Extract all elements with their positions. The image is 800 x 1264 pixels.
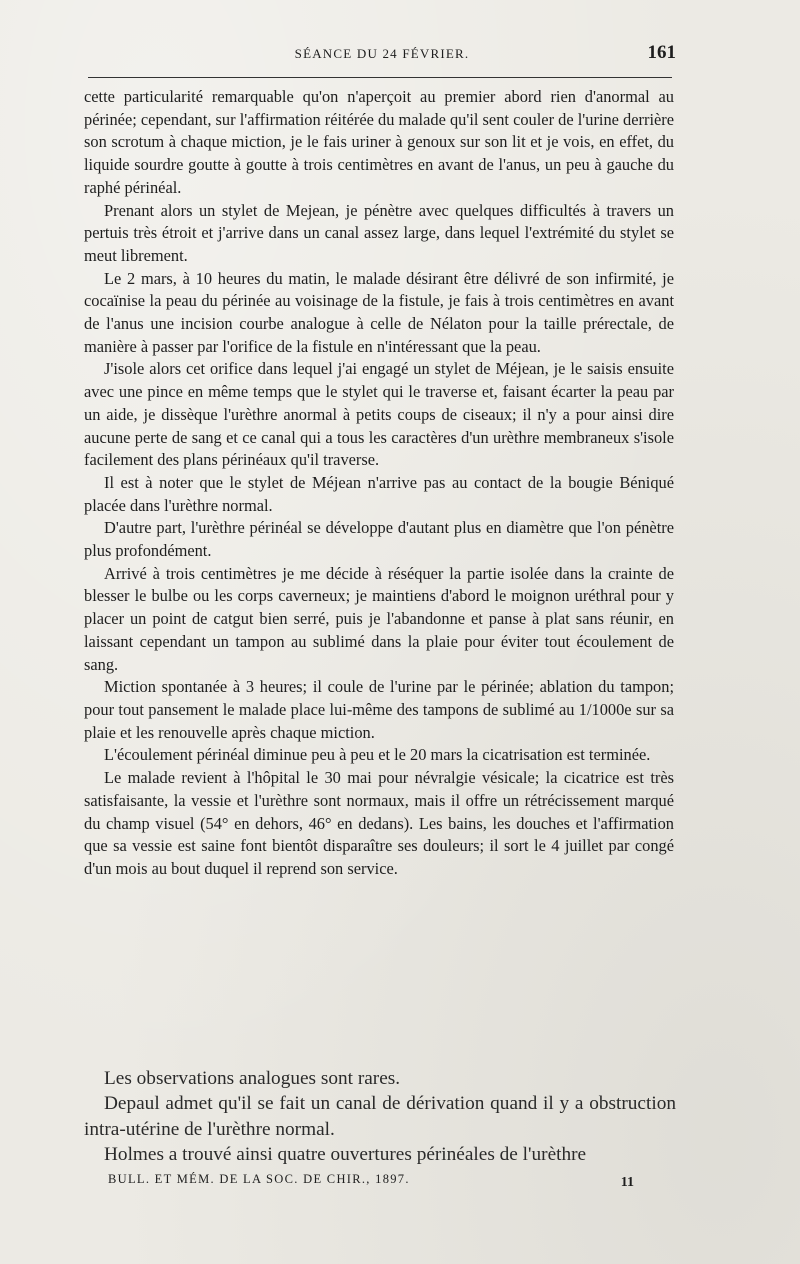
signature-mark: 11 [620,1175,634,1190]
discussion-text [84,1066,676,1167]
body-paragraph: L'écoulement périnéal diminue peu à peu et le 20 mars la cicatrisation est terminée. [104,745,651,765]
page-footer [108,1172,648,1194]
running-title: SÉANCE DU 24 FÉVRIER. [294,46,470,61]
main-paragraph: Depaul admet qu'il se fait un canal de dérivation quand il y a obstruction intra-utérine de l'urèthre normal. [84,1093,676,1140]
body-paragraph: Le 2 mars, à 10 heures du matin, le malade désirant être délivré de son infirmité, je cocaïnise la peau du périnée au voisinage de la fistule, je fais à trois centimètres en avant de l'anus une incision courbe analogue à celle de Nélaton pour la taille prérectale, de manière à passer par l'orifice de la fistule en n'intéressant que la peau. [84,268,674,356]
body-paragraph: D'autre part, l'urèthre périnéal se développe d'autant plus en diamètre que l'on pénètre plus profondément. [84,518,674,561]
observation-text [84,86,674,881]
body-paragraph: Arrivé à trois centimètres je me décide à réséquer la partie isolée dans la crainte de blesser le bulbe ou les corps caverneux; je maintiens d'abord le moignon uréthral pour y placer un point de catgut bien serré, puis je l'abandonne et panse à plat sans réunir, en laissant cependant un tampon au sublimé dans la plaie pour éviter tout écoulement de sang. [84,563,674,674]
page-header [88,42,676,72]
body-paragraph: J'isole alors cet orifice dans lequel j'ai engagé un stylet de Méjean, je le saisis ensuite avec une pince en même temps que le stylet qui le traverse et, faisant écarter la peau par un aide, je dissèque l'urèthre anormal à petits coups de ciseaux; il n'y a pour ainsi dire aucune perte de sang et ce canal qui a tous les caractères d'un urèthre membraneux s'isole facilement des plans périnéaux qu'il traverse. [84,359,674,470]
header-rule [88,77,672,78]
body-paragraph: cette particularité remarquable qu'on n'aperçoit au premier abord rien d'anormal au périnée; cependant, sur l'affirmation réitérée du malade qu'il sent couler de l'urine derrière son scrotum à chaque miction, je le fais uriner à genoux sur son lit et je vois, en effet, du liquide sourdre goutte à goutte à trois centimètres en avant de l'anus, un peu à gauche du raphé périnéal. [84,87,674,197]
journal-title: BULL. ET MÉM. DE LA SOC. DE CHIR., 1897. [108,1172,410,1186]
main-paragraph: Holmes a trouvé ainsi quatre ouvertures périnéales de l'urèthre [104,1143,587,1165]
body-paragraph: Prenant alors un stylet de Mejean, je pénètre avec quelques difficultés à travers un pertuis très étroit et j'arrive dans un canal assez large, dans lequel l'extrémité du stylet se meut librement. [84,200,674,265]
body-paragraph: Il est à noter que le stylet de Méjean n'arrive pas au contact de la bougie Béniqué placée dans l'urèthre normal. [84,472,674,515]
body-paragraph: Miction spontanée à 3 heures; il coule de l'urine par le périnée; ablation du tampon; pour tout pansement le malade place lui-même des tampons de sublimé au 1/1000e sur sa plaie et les renouvelle après chaque miction. [84,677,674,742]
body-paragraph: Le malade revient à l'hôpital le 30 mai pour névralgie vésicale; la cicatrice est très satisfaisante, la vessie et l'urèthre sont normaux, mais il offre un rétrécissement marqué du champ visuel (54° en dehors, 46° en dedans). Les bains, les douches et l'affirmation que sa vessie est saine font bientôt disparaître ses douleurs; il sort le 4 juillet par congé d'un mois au bout duquel il reprend son service. [84,768,674,878]
page-number: 161 [647,42,676,63]
main-paragraph: Les observations analogues sont rares. [104,1068,401,1089]
